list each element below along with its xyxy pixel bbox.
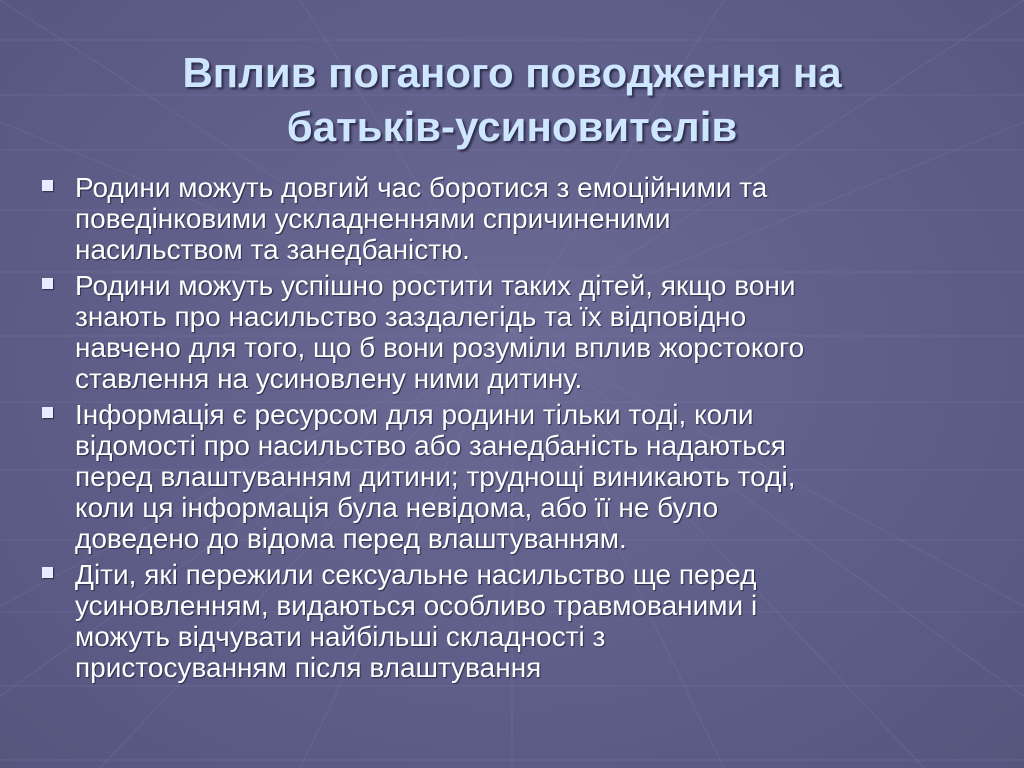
bullet-text: Діти, які пережили сексуальне насильство ще перед усиновленням, видаються особливо травмованими і можуть відчувати найбільші складності з пристосуванням після влаштування [75,559,758,683]
bullet-item [40,559,990,683]
bullet-item [40,399,990,554]
slide-title-line-2: батьків-усиновителів [286,103,738,150]
bullet-item [40,172,990,265]
slide-title [60,46,964,154]
bullet-text: Інформація є ресурсом для родини тільки тоді, коли відомості про насильство або занедбаність надаються перед влаштуванням дитини; труднощі виникають тоді, коли ця інформація була невідома, або її не було доведено до відома перед влаштуванням. [75,399,796,554]
slide-title-line-1: Вплив поганого поводження на [182,49,842,96]
square-bullet-icon [42,407,53,418]
square-bullet-icon [42,278,53,289]
bullet-text: Родини можуть успішно ростити таких дітей, якщо вони знають про насильство заздалегідь та їх відповідно навчено для того, що б вони розуміли вплив жорстокого ставлення на усиновлену ними дитину. [75,270,805,394]
square-bullet-icon [42,180,53,191]
bullet-list [40,172,990,688]
bullet-text: Родини можуть довгий час боротися з емоційними та поведінковими ускладненнями спричиненими насильством та занедбаністю. [75,172,768,265]
bullet-item [40,270,990,394]
square-bullet-icon [42,567,53,578]
